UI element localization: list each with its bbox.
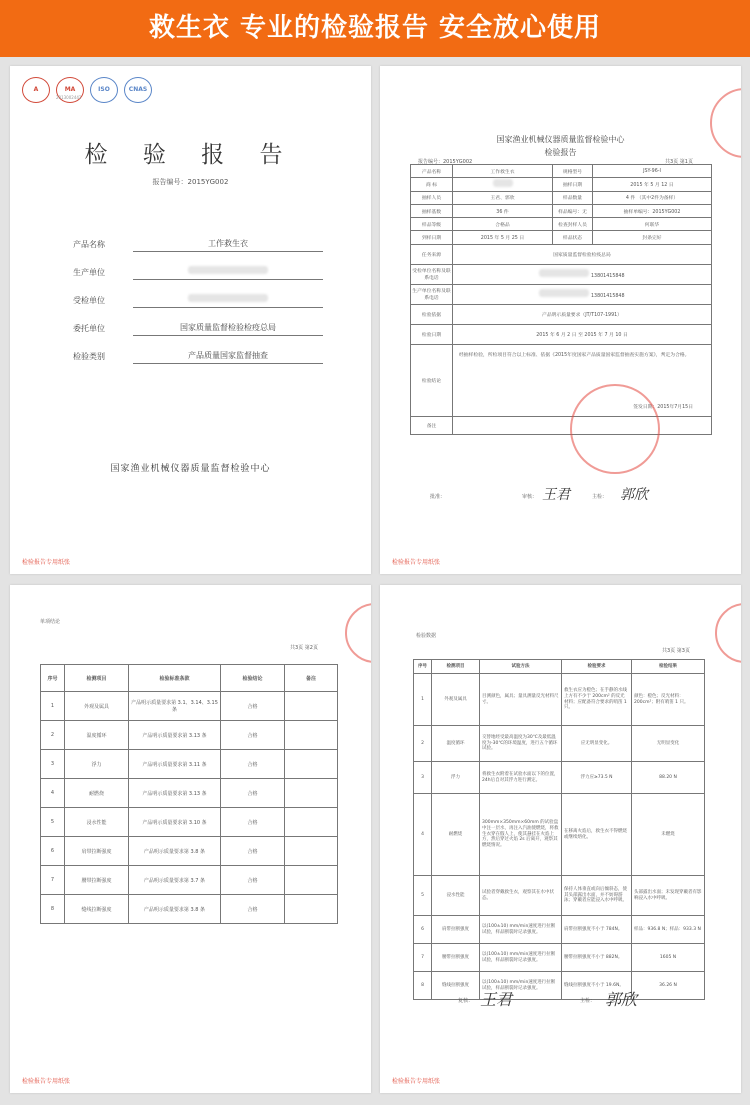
field-label: 委托单位 [73,324,105,333]
redacted-cell [453,178,553,191]
section-label: 单项结论 [40,619,61,625]
table-row: 3 浮力 将救生衣附着在试验水面以下的位置，24h后自对其浮力进行测定。 浮力应≥73.5 N 88.20 N [414,762,705,794]
table-row: 5 浸水性能 产品明示质量要求第 3.10 条 合格 [41,808,338,837]
report-number: 报告编号：2015YG002 [152,178,229,186]
table-row: 到样日期 2015 年 5 月 25 日 样品状态 封条完好 [411,231,712,244]
table-row: 备注 [411,416,712,434]
table-header-row: 序号 检测项目 试验方法 检验要求 检验结果 [414,660,705,674]
approve-label: 批准： [430,494,446,500]
report-number: 报告编号：2015YG002 [418,159,473,165]
certification-logos [22,77,152,103]
field-value: 产品质量国家监督抽查 [133,350,323,364]
table-row: 任务来源 国家质量监督检验检疫总局 [411,244,712,264]
reviewer-signature: 王君 [542,487,570,503]
cnas-logo-icon: CNAS [124,77,152,103]
table-row: 4 耐燃烧 300mm×350mm×60mm 的试验盘中注一层水，再注入汽油使燃烧，将救生衣穿在假人上，使其悬挂在火焰上方，然后穿过火焰 2s 后离开，观察其燃烧情况。 在移离火焰后，救生衣不得燃烧或继续熔化。 未燃烧 [414,794,705,876]
report-info-table [410,164,712,435]
table-row: 样品等级 合格品 检查封样人员 何联华 [411,218,712,231]
field-value-redacted [133,266,323,280]
checker-signature: 郭欣 [620,487,648,503]
page-number: 共3页 第1页 [665,159,693,165]
cma-logo-icon: MA [56,77,84,103]
table-row: 8 缝线拉断强度 产品明示质量要求第 3.8 条 合格 [41,895,338,924]
field-inspection-type [73,350,323,364]
table-header-row: 序号 检测项目 检验标准条款 检验结论 备注 [41,665,338,692]
conclusion-text: 经抽样检验，所检项目符合以上标准、依据《2015年度国家产品质量国家监督抽查实施方案》，判定为合格。 [459,352,690,358]
table-row: 检验依据 产品明示质量要求（JT/T107-1991） [411,304,712,324]
field-manufacturer [73,266,323,280]
item-conclusion-table [40,664,338,924]
field-product-name [73,238,323,252]
page-title: 检 验 报 告 [84,142,297,168]
report-cover-page [10,66,371,574]
table-row: 5 浸水性能 试验者穿戴救生衣，观察其在水中状态。 保持人体垂直或向后倾斜态，使其头部露出水面，并不妨碍游泳；穿戴者应能浸入水中呼吸。 头部露出水面；未发现穿戴者有影响浸入水中呼吸。 [414,876,705,916]
org-heading: 国家渔业机械仪器质量监督检验中心 [496,135,625,144]
official-stamp-icon [715,603,741,663]
table-row: 抽样基数 36 件 样品编号：无 抽样单编号：2015YG002 [411,204,712,217]
issuing-organization: 国家渔业机械仪器质量监督检验中心 [110,464,271,474]
field-inspected-unit [73,294,323,308]
page-number: 共3页 第2页 [290,645,318,651]
table-row: 6 肩带拉断强度 以(100±10) mm/min速度进行拉断试验，样品断裂时记录强度。 肩带拉断强度不小于 784N。 样品：936.8 N；样品：933.3 N [414,916,705,944]
page-footer: 检验报告专用纸张 [22,559,71,566]
field-label: 检验类别 [73,352,105,361]
page-footer: 检验报告专用纸张 [22,1078,71,1085]
check-label: 主检： [580,998,596,1004]
field-value: 国家质量监督检验检疫总局 [133,322,323,336]
table-row: 4 耐燃烧 产品明示质量要求第 3.13 条 合格 [41,779,338,808]
page-footer: 检验报告专用纸张 [392,559,441,566]
field-value-redacted [133,294,323,308]
field-label: 生产单位 [73,268,105,277]
ilac-logo-icon: A [22,77,50,103]
cma-caption: 2013002442 [56,95,82,100]
table-row: 7 腰带拉断强度 产品明示质量要求第 3.7 条 合格 [41,866,338,895]
table-row: 8 缝线拉断强度 以(100±10) mm/min速度进行拉断试验，样品断裂时记录强度。 缝线拉断强度不小于 19.6N。 36.26 N [414,972,705,1000]
field-label: 受检单位 [73,296,105,305]
iso-logo-icon: ISO [90,77,118,103]
report-info-page [380,66,741,574]
table-row: 7 腰带拉断强度 以(100±10) mm/min速度进行拉断试验，样品断裂时记录强度。 腰带拉断强度不小于 882N。 1605 N [414,944,705,972]
official-stamp-icon [345,603,371,663]
table-row: 2 温度循环 交替地经受最高温度为30℃及最低温度为-30℃的环境温度，进行五个循环试验。 应无明显变化。 无明显变化 [414,726,705,762]
item-conclusion-page [10,585,371,1093]
table-row: 受检单位名称及联系电话 13801415848 [411,264,712,284]
inspection-seal-icon [570,384,660,474]
field-commissioning-unit [73,322,323,336]
section-label: 检验数据 [416,633,437,639]
field-value: 工作救生衣 [133,238,323,252]
banner-title: 救生衣 专业的检验报告 安全放心使用 [0,0,750,57]
test-data-page [380,585,741,1093]
review-label: 审核： [522,494,538,500]
table-row: 3 浮力 产品明示质量要求第 3.11 条 合格 [41,750,338,779]
table-row: 6 肩带拉断强度 产品明示质量要求第 3.8 条 合格 [41,837,338,866]
page-title: 检验报告 [544,148,577,157]
page-footer: 检验报告专用纸张 [392,1078,441,1085]
table-row: 生产单位名称及联系电话 13801415848 [411,284,712,304]
table-row: 检验结论 经抽样检验，所检项目符合以上标准、依据《2015年度国家产品质量国家监督抽查实施方案》，判定为合格。 签发日期：2015年7月15日 [411,344,712,416]
page-number: 共3页 第3页 [662,648,690,654]
review-label: 复核： [458,998,474,1004]
checker-signature: 郭欣 [605,990,638,1009]
table-row: 产品名称 工作救生衣 规格型号 JSY-96-I [411,165,712,178]
issue-date: 签发日期：2015年7月15日 [633,404,693,410]
table-row: 检验日期 2015 年 6 月 2 日 至 2015 年 7 月 10 日 [411,324,712,344]
check-label: 主检： [592,494,608,500]
field-label: 产品名称 [73,240,105,249]
table-row: 1 外观及属具 目测颜色，属具；量具测量反光材料尺寸。 救生衣应为橙色；在手静的水线上方有不少于 200cm² 的反光材料；应配备符合要求的哨笛 1 只。 颜色：橙色；反光材料：200cm²；附有哨笛 1 只。 [414,674,705,726]
reviewer-signature: 王君 [480,990,513,1009]
table-row: 抽样人员 王君、郭欣 样品数量 4 件 （其中2件为备样） [411,191,712,204]
test-data-table [413,659,705,1000]
table-row: 2 温度循环 产品明示质量要求第 3.13 条 合格 [41,721,338,750]
table-row: 1 外观及属具 产品明示质量要求第 3.1、3.14、3.15 条 合格 [41,692,338,721]
table-row: 商 标 抽样日期 2015 年 5 月 12 日 [411,178,712,191]
